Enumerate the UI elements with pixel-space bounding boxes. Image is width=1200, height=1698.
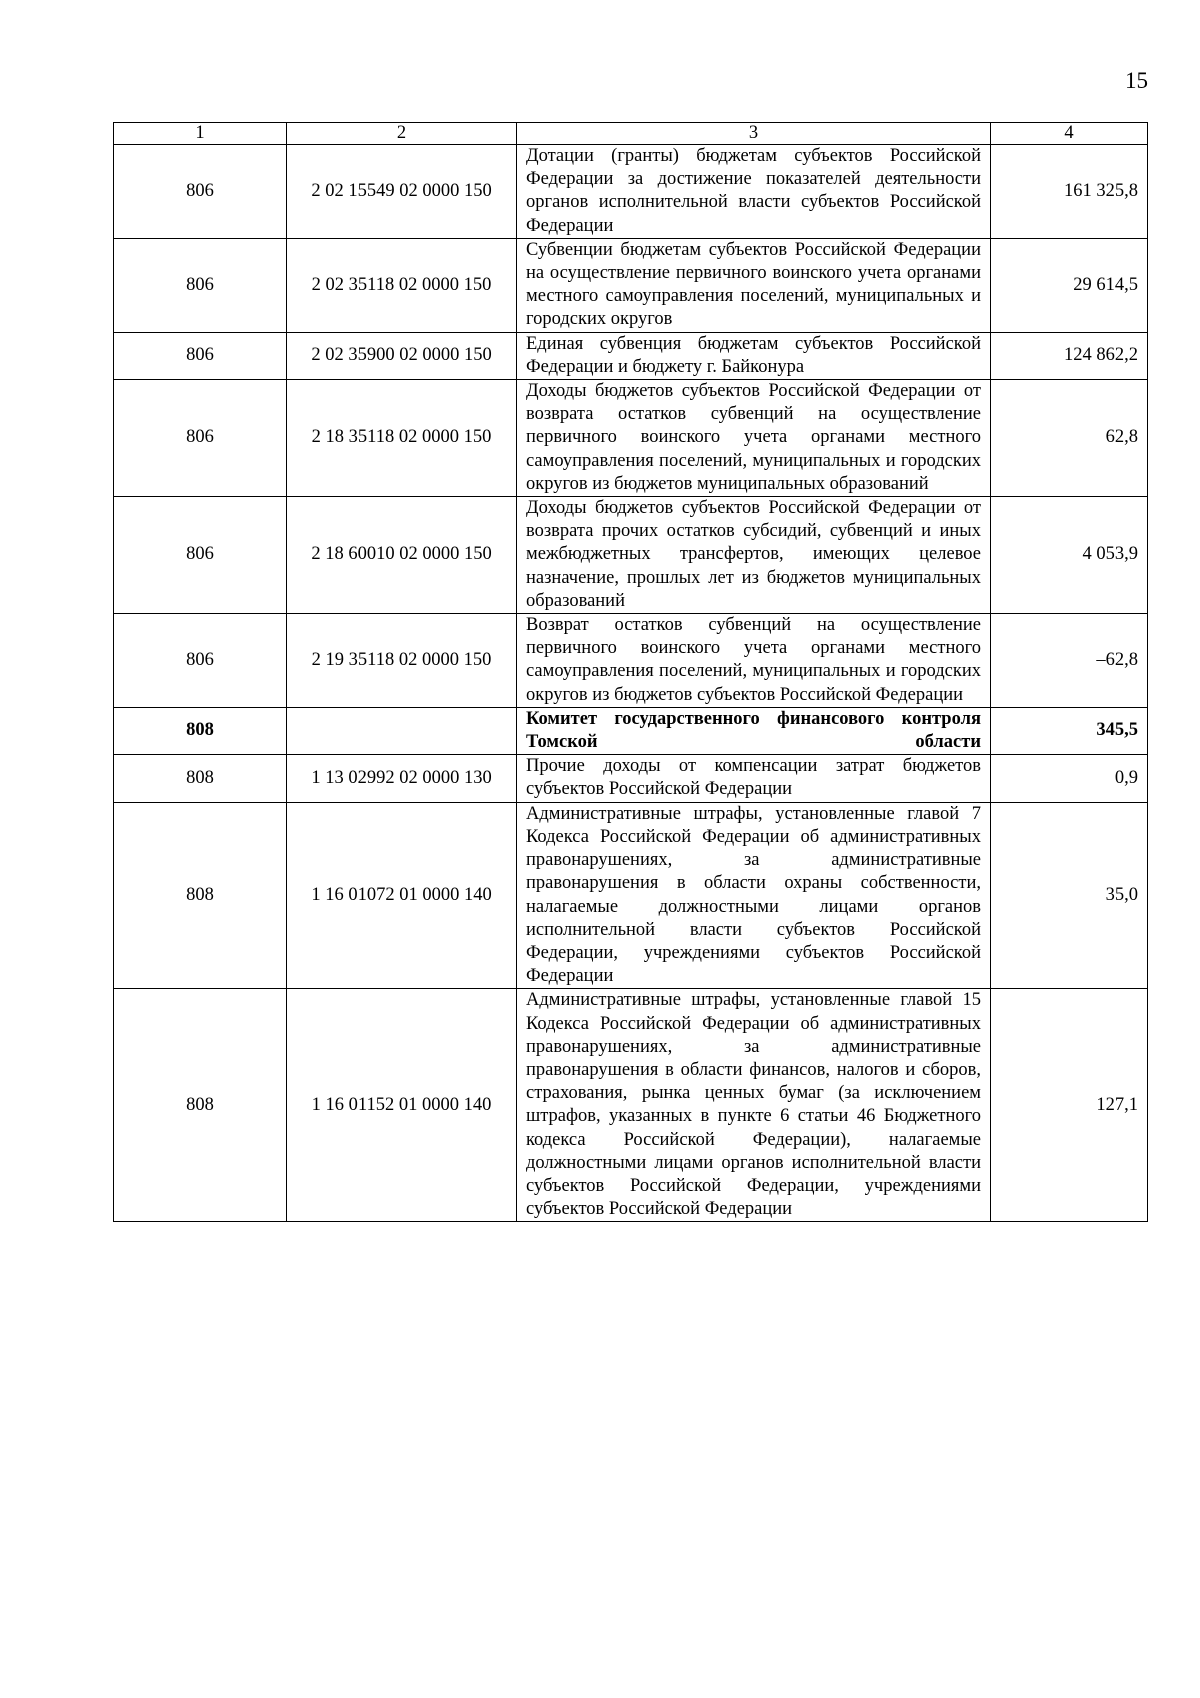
description-cell: Комитет государственного финансового контроля Томской области	[517, 707, 991, 754]
revenue-code-cell: 2 02 35118 02 0000 150	[287, 238, 517, 332]
amount-cell: 0,9	[991, 755, 1148, 802]
admin-code-cell: 808	[114, 989, 287, 1222]
description-cell: Дотации (гранты) бюджетам субъектов Российской Федерации за достижение показателей деятельности органов исполнительной власти субъектов Российской Федерации	[517, 145, 991, 239]
description-cell: Доходы бюджетов субъектов Российской Федерации от возврата остатков субвенций на осуществление первичного воинского учета органами местного самоуправления поселений, муниципальных и городских округов из бюджетов муниципальных образований	[517, 380, 991, 497]
table-row	[114, 238, 1148, 332]
admin-code-cell: 808	[114, 802, 287, 989]
description-cell: Возврат остатков субвенций на осуществление первичного воинского учета органами местного самоуправления поселений, муниципальных и городских округов из бюджетов субъектов Российской Федерации	[517, 614, 991, 708]
column-header-1: 1	[114, 123, 287, 145]
revenue-code-cell: 2 02 35900 02 0000 150	[287, 332, 517, 379]
admin-code-cell: 806	[114, 380, 287, 497]
table-row	[114, 332, 1148, 379]
amount-cell: 35,0	[991, 802, 1148, 989]
table-header-row	[114, 123, 1148, 145]
admin-code-cell: 808	[114, 707, 287, 754]
admin-code-cell: 806	[114, 238, 287, 332]
table-row	[114, 380, 1148, 497]
revenue-code-cell: 2 18 60010 02 0000 150	[287, 497, 517, 614]
revenue-code-cell: 2 18 35118 02 0000 150	[287, 380, 517, 497]
description-cell: Доходы бюджетов субъектов Российской Федерации от возврата прочих остатков субсидий, субвенций и иных межбюджетных трансфертов, имеющих целевое назначение, прошлых лет из бюджетов муниципальных образований	[517, 497, 991, 614]
column-header-2: 2	[287, 123, 517, 145]
admin-code-cell: 806	[114, 614, 287, 708]
revenue-code-cell: 1 13 02992 02 0000 130	[287, 755, 517, 802]
description-cell: Административные штрафы, установленные главой 7 Кодекса Российской Федерации об административных правонарушениях, за административные правонарушения в области охраны собственности, налагаемые должностными лицами органов исполнительной власти субъектов Российской Федерации, учреждениями субъектов Российской Федерации	[517, 802, 991, 989]
amount-cell: 4 053,9	[991, 497, 1148, 614]
column-header-4: 4	[991, 123, 1148, 145]
admin-code-cell: 806	[114, 332, 287, 379]
description-cell: Субвенции бюджетам субъектов Российской Федерации на осуществление первичного воинского учета органами местного самоуправления поселений, муниципальных и городских округов	[517, 238, 991, 332]
amount-cell: 124 862,2	[991, 332, 1148, 379]
amount-cell: 161 325,8	[991, 145, 1148, 239]
amount-cell: 345,5	[991, 707, 1148, 754]
admin-code-cell: 808	[114, 755, 287, 802]
table-row	[114, 614, 1148, 708]
revenue-code-cell: 2 02 15549 02 0000 150	[287, 145, 517, 239]
revenue-code-cell	[287, 707, 517, 754]
column-header-3: 3	[517, 123, 991, 145]
revenue-code-cell: 1 16 01072 01 0000 140	[287, 802, 517, 989]
description-cell: Административные штрафы, установленные главой 15 Кодекса Российской Федерации об административных правонарушениях, за административные правонарушения в области финансов, налогов и сборов, страхования, рынка ценных бумаг (за исключением штрафов, указанных в пункте 6 статьи 46 Бюджетного кодекса Российской Федерации), налагаемые должностными лицами органов исполнительной власти субъектов Российской Федерации, учреждениями субъектов Российской Федерации	[517, 989, 991, 1222]
table-body	[114, 123, 1148, 1222]
table-row	[114, 989, 1148, 1222]
amount-cell: –62,8	[991, 614, 1148, 708]
table-row	[114, 497, 1148, 614]
table-row	[114, 707, 1148, 754]
table-row	[114, 145, 1148, 239]
table-row	[114, 755, 1148, 802]
table-row	[114, 802, 1148, 989]
revenue-table	[113, 122, 1148, 1222]
page-number: 15	[1125, 68, 1148, 93]
amount-cell: 127,1	[991, 989, 1148, 1222]
revenue-code-cell: 2 19 35118 02 0000 150	[287, 614, 517, 708]
amount-cell: 29 614,5	[991, 238, 1148, 332]
admin-code-cell: 806	[114, 145, 287, 239]
amount-cell: 62,8	[991, 380, 1148, 497]
description-cell: Прочие доходы от компенсации затрат бюджетов субъектов Российской Федерации	[517, 755, 991, 802]
revenue-code-cell: 1 16 01152 01 0000 140	[287, 989, 517, 1222]
description-cell: Единая субвенция бюджетам субъектов Российской Федерации и бюджету г. Байконура	[517, 332, 991, 379]
admin-code-cell: 806	[114, 497, 287, 614]
